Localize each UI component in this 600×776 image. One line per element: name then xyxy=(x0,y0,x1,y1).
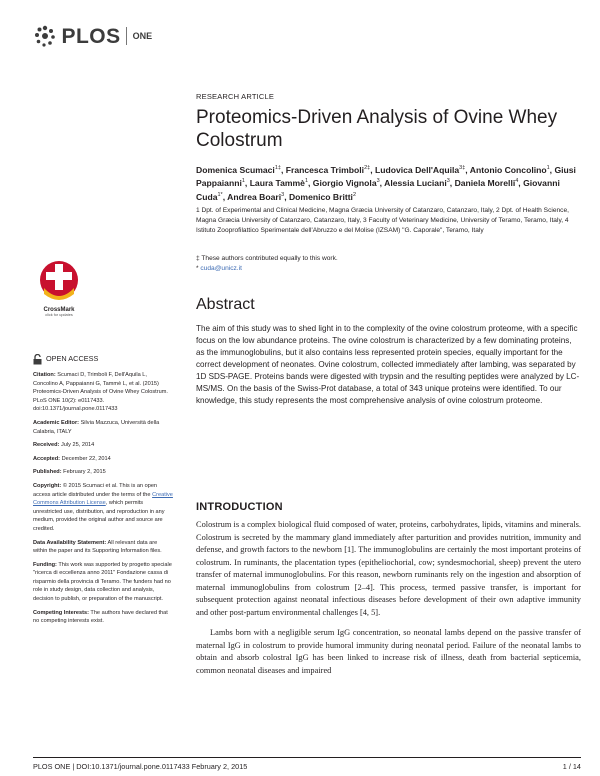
page-number: 1 / 14 xyxy=(562,762,581,771)
author-affil-mark: 3 xyxy=(376,178,380,185)
author-affil-mark: 3 xyxy=(446,178,450,185)
received-text: July 25, 2014 xyxy=(61,442,95,449)
data-label: Data Availability Statement: xyxy=(33,539,107,546)
open-lock-icon xyxy=(33,354,42,365)
plos-one-logo xyxy=(33,24,173,52)
data-text: All relevant data are within the paper and its Supporting Information files. xyxy=(33,539,162,555)
author-name: Ludovica Dell'Aquila xyxy=(374,164,460,175)
corresponding-note xyxy=(196,264,581,274)
logo-divider xyxy=(126,27,127,45)
author-name: Giovanni Cuda xyxy=(196,178,560,202)
equal-contribution-note: ‡ These authors contributed equally to this work. xyxy=(196,255,338,262)
author-affil-mark: 1‡ xyxy=(274,165,281,171)
open-access-row xyxy=(33,354,173,365)
citation-label: Citation: xyxy=(33,372,56,378)
copyright-post: , which permits unrestricted use, distribution, and reproduction in any medium, provided the original author and source are credited. xyxy=(33,500,165,532)
article-sidebar xyxy=(33,354,173,631)
copyright-pre: © 2015 Scumaci et al. This is an open access article distributed under the terms of the xyxy=(33,482,158,498)
citation-text: Scumaci D, Trimboli F, Dell'Aquila L, Concolino A, Pappaianni G, Tammè L, et al. (2015) Proteomics-Driven Analysis of Ovine Whey Colostrum. PLoS ONE 10(2): e0117433. doi:10.1371/journal.pone.0117433 xyxy=(33,372,168,413)
funding-label: Funding: xyxy=(33,561,57,568)
introduction-heading: INTRODUCTION xyxy=(196,501,283,513)
author-name: Laura Tammè xyxy=(249,178,305,189)
author-affil-mark: 2‡ xyxy=(364,165,371,171)
published-text: February 2, 2015 xyxy=(63,469,106,476)
article-title: Proteomics-Driven Analysis of Ovine Whey Colostrum xyxy=(196,107,558,151)
editor-text: Silvia Mazzuca, Università della Calabria, ITALY xyxy=(33,419,160,435)
competing-interests xyxy=(33,609,173,626)
accepted-text: December 22, 2014 xyxy=(61,455,111,462)
academic-editor xyxy=(33,419,173,436)
author-list: Domenica Scumaci$^{1\ddagger}$, Francesca Trimboli$^{2\ddagger}$, Ludovica Dell'Aquila$^{3\ddagger}$, Antonio Concolino$^1$, Giusi Pappaianni$^1$, Laura Tammè$^1$, Giorgio Vignola$^3$, Alessia Luciani$^3$, Daniela Morelli$^4$, Giovanni Cuda$^{1*}$, Andrea Boari$^3$, Domenico Britti$^2$ xyxy=(196,164,576,202)
citation xyxy=(33,371,173,414)
plos-dots-icon xyxy=(33,24,57,48)
author-name: Francesca Trimboli xyxy=(285,164,365,175)
crossmark-sublabel: click for updates xyxy=(45,313,73,317)
author-name: Giusi Pappaianni xyxy=(196,164,576,189)
competing-label: Competing Interests: xyxy=(33,609,89,616)
cc-license-link[interactable]: Creative Commons Attribution License xyxy=(33,491,173,507)
affiliations: 1 Dpt. of Experimental and Clinical Medicine, Magna Græcia University of Catanzaro, Catanzaro, Italy, 2 Dpt. of Health Science, Magna Græcia University of Catanzaro, Catanzaro, Italy, 3 Faculty of Veterinary Medicine, University of Teramo, Teramo, Italy, 4 Istituto Zooprofilattico Sperimentale dell'Abruzzo e del Molise (IZSAM) "G. Caporale", Teramo, Italy xyxy=(196,207,569,234)
author-affil-mark: 1* xyxy=(217,191,223,198)
logo-text: PLOS xyxy=(61,25,121,48)
data-availability xyxy=(33,539,173,556)
crossmark-label: CrossMark xyxy=(43,307,75,313)
received-label: Received: xyxy=(33,442,60,449)
logo-suffix: ONE xyxy=(132,31,153,41)
article-type: RESEARCH ARTICLE xyxy=(196,92,275,101)
competing-text: The authors have declared that no competing interests exist. xyxy=(33,609,168,625)
author-affil-mark: 1 xyxy=(304,178,308,185)
intro-paragraph-2: Lambs born with a negligible serum IgG concentration, so neonatal lambs depend on the passive transfer of maternal IgG in colostrum to provide humoral immunity during neonatal period. Failure of the neonatal lambs to obtain and absorb colostral IgG has been linked to increase risk of illness, death from bacterial septicemia, common neonatal diseases and impaired xyxy=(196,628,581,675)
author-name: Alessia Luciani xyxy=(384,178,447,189)
crossmark-badge[interactable] xyxy=(38,260,80,320)
author-name: Giorgio Vignola xyxy=(312,178,377,189)
accepted-date xyxy=(33,455,173,464)
published-date xyxy=(33,468,173,477)
abstract-heading: Abstract xyxy=(196,296,255,313)
crossmark-icon xyxy=(38,260,80,304)
page-footer xyxy=(33,762,581,771)
funding xyxy=(33,561,173,604)
author-affil-mark: 1 xyxy=(241,178,245,185)
abstract-text: The aim of this study was to shed light in to the complexity of the ovine colostrum proteome, with a specific focus on the low abundance proteins. The ovine colostrum is characterized by a few dominating proteins, as the immunoglobulins, but it also contains less represented protein species, equally important for the correct development of neonates. Ovine colostrum, collected immediately after lambing, was separated by 1D SDS-PAGE. Proteins bands were digested with trypsin and the resulting peptides were analyzed by LC-MS/MS. On the basis of the Swiss-Prot database, a total of 343 unique proteins were identified. To our knowledge, this study represents the most comprehensive analysis of ovine colostrum proteome. xyxy=(196,324,580,406)
author-notes xyxy=(196,254,581,274)
author-affil-mark: 1 xyxy=(546,165,550,171)
corresp-email-link[interactable]: cuda@unicz.it xyxy=(200,264,242,272)
accepted-label: Accepted: xyxy=(33,455,61,462)
open-access-label: OPEN ACCESS xyxy=(46,354,99,364)
funding-text: This work was supported by progetto speciale "ricerca di eccellenza anno 2011" Fondazione cassa di risparmio della provincia di Teramo. The funders had no role in study design, data collection and analysis, decision to publish, or preparation of the manuscript. xyxy=(33,561,172,603)
author-affil-mark: 2 xyxy=(352,191,357,198)
author-name: Domenico Britti xyxy=(288,191,353,202)
copyright-label: Copyright: xyxy=(33,482,62,489)
copyright xyxy=(33,482,173,534)
received-date xyxy=(33,441,173,450)
introduction-body xyxy=(196,519,581,677)
author-affil-mark: 3‡ xyxy=(459,165,466,171)
author-name: Antonio Concolino xyxy=(469,164,547,175)
corresp-symbol: * xyxy=(196,264,199,272)
intro-paragraph-1: Colostrum is a complex biological fluid composed of water, proteins, carbohydrates, lipids, vitamins and minerals. Colostrum is secreted by the mammary gland immediately after parturition and provides nutrition, immunity and defense, and growth factors to the newborn [1]. The immunoglobulins are certainly the most important proteins of colostrum. In ruminants, the placentation types (epitheliochorial, cow; syndesmochorial, sheep) prevent the utero transfer of maternal immunoglobulins. For this reason, newborn ruminants rely on the ingestion and absorption of maternal immunoglobulins from colostrum [2–4]. This process, termed passive transfer, is important for subsequent protection against neonatal infectious diseases before development of their own adaptive immunity and other post-partum environmental challenges [4, 5]. xyxy=(196,520,581,617)
author-name: Andrea Boari xyxy=(227,191,282,202)
published-label: Published: xyxy=(33,469,62,476)
author-affil-mark: 4 xyxy=(515,178,519,185)
footer-divider xyxy=(33,757,581,758)
editor-label: Academic Editor: xyxy=(33,419,80,426)
footer-citation: PLOS ONE | DOI:10.1371/journal.pone.0117433 February 2, 2015 xyxy=(33,762,248,771)
author-name: Daniela Morelli xyxy=(454,178,516,189)
author-affil-mark: 3 xyxy=(281,191,285,198)
author-name: Domenica Scumaci xyxy=(196,164,275,175)
